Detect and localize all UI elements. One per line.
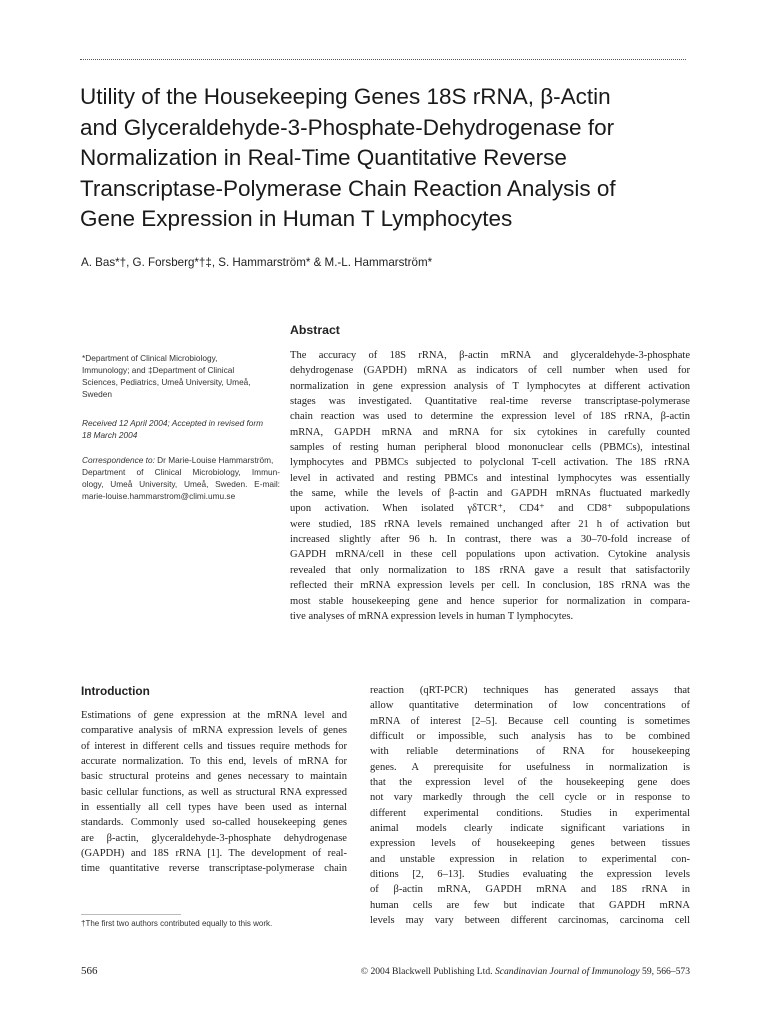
body-line: expression levels of housekeeping genes between tissues [370,838,690,850]
affiliation-line: Immunology; and ‡Department of Clinical [82,365,235,376]
received-dates [82,417,280,441]
footnote-rule [81,914,181,915]
abstract-line: level in activated and resting PBMCs and intestinal lymphocytes was essentially [290,472,690,484]
affiliation-line: *Department of Clinical Microbiology, [82,353,218,363]
abstract-line: increased slightly after 96 h. In contrast, there was a 30–70-fold increase of [290,534,690,546]
copyright-text: © 2004 Blackwell Publishing Ltd. [360,966,493,977]
title-line: Utility of the Housekeeping Genes 18S rRNA, β-Actin [80,84,611,109]
journal-name: Scandinavian Journal of Immunology [494,966,640,977]
body-line: allow quantitative determination of low concentrations of [370,700,690,712]
correspondence-note [82,454,280,502]
title-line: and Glyceraldehyde-3-Phosphate-Dehydrogenase for [80,114,615,140]
footnote: †The first two authors contributed equally to this work. [81,919,273,928]
received-line: Received 12 April 2004; Accepted in revised form [82,418,264,428]
article-title [80,82,720,235]
abstract-line: reflected their mRNA expression levels per cell. In conclusion, 18S rRNA was the [290,580,690,592]
abstract-line: chain reaction was used to determine the expression level of 18S rRNA, β-actin [290,411,690,423]
body-line: genes. A prerequisite for usefulness in normalization is [370,761,690,773]
body-line: with reliable determinations of RNA for housekeeping [370,746,690,758]
abstract-line: GAPDH mRNA/cell in these cell populations upon activation. Cytokine analysis [290,549,690,561]
correspondence-line [82,454,280,466]
abstract-line: were studied, 18S rRNA levels remained unchanged after 21 h of activation but [290,518,690,530]
copyright-line [347,966,690,977]
title-line: Normalization in Real-Time Quantitative Reverse [80,145,567,170]
abstract-line: most stable housekeeping gene and hence superior for normalization in compara- [290,595,690,607]
body-line: difficult or impossible, such analysis has to be combined [370,731,690,743]
header-dotted-rule [80,59,686,60]
abstract-line: revealed that only normalization to 18S rRNA gave a result that satisfactorily [290,564,690,576]
body-line: human cells are few but indicate that GAPDH mRNA [370,899,690,911]
affiliation-note [82,352,280,400]
body-line: that the expression level of the housekeeping gene does [370,777,690,789]
introduction-heading: Introduction [81,684,150,698]
abstract-line: The accuracy of 18S rRNA, β-actin mRNA and glyceraldehyde-3-phosphate [290,350,690,361]
introduction-left-column [81,708,347,877]
body-line: Estimations of gene expression at the mRNA level and [81,710,347,721]
abstract-line: tive analyses of mRNA expression levels in human T lymphocytes. [290,610,574,622]
received-line: 18 March 2004 [82,430,138,441]
body-line: time quantitative reverse transcriptase-polymerase chain [81,863,347,875]
body-line: and unstable expression in relation to experimental con- [370,853,690,865]
body-line: ditions [2, 6–13]. Studies evaluating the expression levels [370,869,690,881]
body-line: animal models clearly indicate significant variations in [370,823,690,835]
body-line: basic cellular functions, as well as structural RNA expressed [81,786,347,798]
abstract-line: dehydrogenase (GAPDH) mRNA as indicators of cell number when used for [290,365,690,377]
body-line: are β-actin, glyceraldehyde-3-phosphate dehydrogenase [81,832,347,844]
title-line: Transcriptase-Polymerase Chain Reaction Analysis of [80,175,616,201]
body-line: different experimental conditions. Studies in experimental [370,807,690,819]
body-line: (GAPDH) and 18S rRNA [1]. The development of real- [81,848,347,860]
affiliation-line: Sciences, Pediatrics, Umeå University, Umeå, [82,377,251,388]
correspondence-line: ology, Umeå University, Umeå, Sweden. E-mail: [82,479,280,490]
author-list: A. Bas*†, G. Forsberg*†‡, S. Hammarström* & M.-L. Hammarström* [81,256,433,269]
correspondence-email: marie-louise.hammarstrom@climi.umu.se [82,491,236,502]
body-line: not vary markedly through the cell cycle or in response to [370,792,690,804]
body-line: levels may vary between different carcinomas, carcinoma cell [370,915,690,927]
abstract-line: samples of resting human peripheral blood mononuclear cells (PBMCs), intestinal [290,442,690,454]
body-line: of interest in different cells and tissues require methods for [81,740,347,752]
abstract-line: normalization in gene expression analysis of T lymphocytes at different activation [290,380,690,392]
body-line: standards. Commonly used so-called housekeeping genes [81,817,347,829]
page-number: 566 [81,965,98,977]
body-line: in essentially all cell types have been used as internal [81,802,347,814]
volume-pages: 59, 566–573 [642,966,690,977]
body-line: mRNA of interest [2–5]. Because cell counting is sometimes [370,715,690,727]
body-line: of β-actin mRNA, GAPDH mRNA and 18S rRNA in [370,884,690,896]
abstract-line: upon activation. When isolated γδTCR⁺, CD4⁺ and CD8⁺ subpopulations [290,503,690,515]
abstract-heading: Abstract [290,323,340,337]
correspondence-name: Dr Marie-Louise Hammarström, [154,455,274,465]
title-line: Gene Expression in Human T Lymphocytes [80,206,513,231]
body-line: reaction (qRT-PCR) techniques has generated assays that [370,685,690,696]
affiliation-line: Sweden [82,389,112,400]
abstract-line: mRNA, GAPDH mRNA and mRNA for six cytokines in carefully counted [290,426,690,438]
abstract-line: lymphocytes and PBMCs subjected to polyclonal T-cell activation. The 18S rRNA [290,457,690,469]
abstract-body [290,348,690,624]
body-line: basic structural proteins and genes necessary to maintain [81,771,347,783]
body-line: comparative analysis of mRNA expression levels of genes [81,725,347,737]
abstract-line: the same, while the levels of β-actin and GAPDH mRNAs fluctuated markedly [290,488,690,500]
introduction-right-column [370,683,690,929]
correspondence-line: Department of Clinical Microbiology, Immun- [82,467,280,478]
abstract-line: stages was investigated. Quantitative real-time reverse transcriptase-polymerase [290,396,690,408]
correspondence-label: Correspondence to: [82,455,155,465]
body-line: accurate normalization. To this end, levels of mRNA for [81,756,347,768]
